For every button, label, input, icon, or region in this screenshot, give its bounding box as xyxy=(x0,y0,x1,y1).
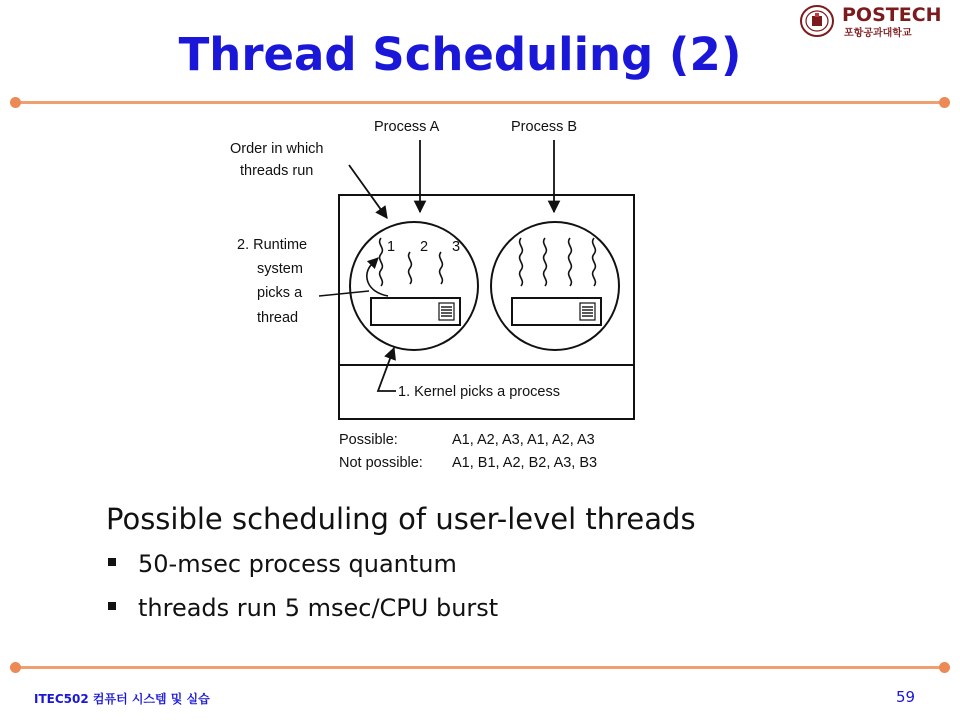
not-possible-label: Not possible: xyxy=(339,455,423,471)
order-arrow xyxy=(349,165,387,218)
figure-caption: Possible scheduling of user-level threads xyxy=(106,502,696,536)
runtime-label-leader xyxy=(319,291,369,296)
thread-table-b-icon xyxy=(580,303,595,320)
thread-squiggle-b1 xyxy=(520,238,523,286)
thread-squiggle-a2 xyxy=(409,252,412,284)
thread-number-1: 1 xyxy=(387,239,396,255)
not-possible-value: A1, B1, A2, B2, A3, B3 xyxy=(452,455,598,471)
runtime-pick-arrow xyxy=(367,258,388,296)
runtime-system-a xyxy=(371,298,460,325)
bullet-item xyxy=(108,594,498,622)
runtime-label-line2: system xyxy=(257,261,303,277)
thread-squiggle-a3 xyxy=(440,252,443,284)
thread-number-2: 2 xyxy=(420,239,429,255)
thread-number-3: 3 xyxy=(452,239,461,255)
slide-title: Thread Scheduling (2) xyxy=(178,28,742,81)
possible-value: A1, A2, A3, A1, A2, A3 xyxy=(452,432,595,448)
runtime-label-line3: picks a xyxy=(257,285,303,301)
thread-squiggle-b3 xyxy=(569,238,572,286)
runtime-system-b xyxy=(512,298,601,325)
thread-squiggle-b2 xyxy=(544,238,547,286)
kernel-label: 1. Kernel picks a process xyxy=(398,384,560,400)
thread-squiggle-a1 xyxy=(380,238,383,286)
thread-table-a-icon xyxy=(439,303,454,320)
runtime-label-line1: 2. Runtime xyxy=(237,237,308,253)
footer-course: ITEC502 컴퓨터 시스템 및 실습 xyxy=(34,692,210,706)
logo-subtitle: 포항공과대학교 xyxy=(844,28,912,39)
page-number: 59 xyxy=(896,688,916,706)
bullet-square-icon xyxy=(108,602,116,610)
bullet-text: 50-msec process quantum xyxy=(138,550,457,578)
process-b-circle xyxy=(491,222,619,350)
bottom-divider-right-dot xyxy=(939,662,950,673)
bullet-item xyxy=(108,550,457,578)
order-label-line2: threads run xyxy=(240,163,314,179)
kernel-pick-arrow xyxy=(378,348,396,391)
bottom-divider xyxy=(16,666,944,669)
bullet-square-icon xyxy=(108,558,116,566)
thread-squiggle-b4 xyxy=(593,238,596,286)
bullet-text: threads run 5 msec/CPU burst xyxy=(138,594,499,622)
process-b-label: Process B xyxy=(511,119,578,135)
runtime-label-line4: thread xyxy=(257,310,299,326)
process-a-label: Process A xyxy=(374,119,440,135)
logo-name: POSTECH xyxy=(842,4,942,26)
order-label-line1: Order in which xyxy=(230,141,324,157)
possible-label: Possible: xyxy=(339,432,398,448)
bottom-divider-left-dot xyxy=(10,662,21,673)
